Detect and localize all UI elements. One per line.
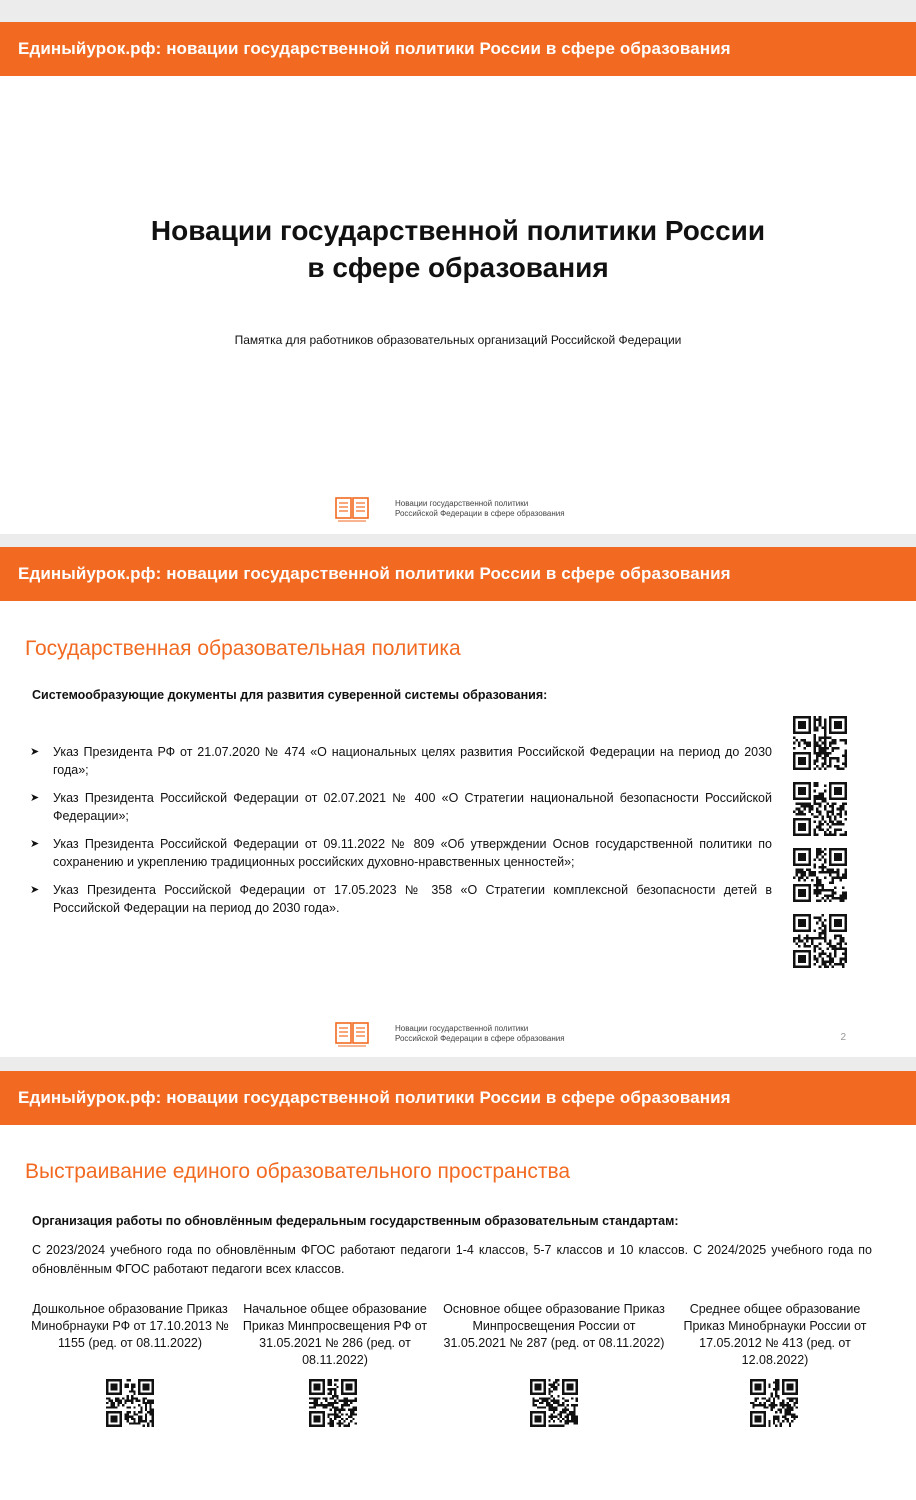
standard-text: Среднее общее образование Приказ Минобрнауки России от 17.05.2012 № 413 (ред. от 12.08.2022) (683, 1302, 867, 1367)
qr-code-icon[interactable] (793, 848, 847, 902)
arrow-bullet-icon: ➤ (30, 838, 40, 850)
section-title: Выстраивание единого образовательного пространства (25, 1160, 571, 1183)
subtitle: Памятка для работников образовательных организаций Российской Федерации (234, 333, 682, 347)
fgos-paragraph: С 2023/2024 учебного года по обновлённым ФГОС работают педагоги 1-4 классов, 5-7 классов и 10 классов. С 2024/2025 учебного года по обновлённым ФГОС работают педагоги всех классов. (32, 1243, 872, 1276)
logo-caption (395, 499, 565, 519)
list-item (30, 881, 772, 917)
standard-item-preschool (30, 1301, 230, 1352)
qr-code-icon[interactable] (793, 914, 847, 968)
standard-text: Основное общее образование Приказ Минпросвещения России от 31.05.2021 № 287 (ред. от 08.11.2022) (443, 1302, 665, 1350)
arrow-bullet-icon: ➤ (30, 746, 40, 758)
decree-text: Указ Президента Российской Федерации от 17.05.2023 № 358 «О Стратегии комплексной безопасности детей в Российской Федерации на период до 2030 года». (53, 883, 772, 915)
footer-logo (335, 1021, 575, 1049)
logo-line-2: Российской Федерации в сфере образования (395, 1034, 565, 1043)
decree-text: Указ Президента РФ от 21.07.2020 № 474 «О национальных целях развития Российской Федерации на период до 2030 года»; (53, 745, 772, 777)
section-title: Государственная образовательная политика (25, 637, 461, 660)
qr-code-icon[interactable] (750, 1379, 798, 1427)
qr-code-icon[interactable] (530, 1379, 578, 1427)
qr-code-icon[interactable] (793, 716, 847, 770)
list-item (30, 789, 772, 825)
qr-code-icon[interactable] (309, 1379, 357, 1427)
list-item (30, 743, 772, 779)
open-book-icon (335, 1021, 369, 1049)
title-line-2: в сфере образования (307, 252, 609, 283)
standard-item-secondary (675, 1301, 875, 1369)
list-item (30, 835, 772, 871)
footer-logo (335, 496, 575, 524)
header-banner: Единыйурок.рф: новации государственной политики России в сфере образования (0, 547, 916, 601)
logo-line-2: Российской Федерации в сфере образования (395, 509, 565, 518)
logo-caption (395, 1024, 565, 1044)
standard-item-basic (443, 1301, 665, 1352)
open-book-icon (335, 496, 369, 524)
standard-text: Начальное общее образование Приказ Минпросвещения РФ от 31.05.2021 № 286 (ред. от 08.11.2022) (242, 1302, 428, 1367)
logo-line-1: Новации государственной политики (395, 1024, 529, 1033)
standard-item-primary (235, 1301, 435, 1369)
page-title (0, 212, 916, 286)
qr-code-icon[interactable] (793, 782, 847, 836)
slide-title (0, 22, 916, 534)
header-banner: Единыйурок.рф: новации государственной политики России в сфере образования (0, 1071, 916, 1125)
arrow-bullet-icon: ➤ (30, 884, 40, 896)
title-line-1: Новации государственной политики России (150, 215, 766, 246)
decree-list (30, 743, 772, 927)
slide-standards (0, 1071, 916, 1500)
standard-text: Дошкольное образование Приказ Минобрнауки РФ от 17.10.2013 № 1155 (ред. от 08.11.2022) (31, 1302, 229, 1350)
arrow-bullet-icon: ➤ (30, 792, 40, 804)
decree-text: Указ Президента Российской Федерации от 02.07.2021 № 400 «О Стратегии национальной безопасности Российской Федерации»; (53, 791, 772, 823)
header-banner: Единыйурок.рф: новации государственной политики России в сфере образования (0, 22, 916, 76)
qr-column (793, 716, 847, 980)
qr-code-icon[interactable] (106, 1379, 154, 1427)
slide-policy (0, 547, 916, 1057)
page-number: 2 (840, 1032, 846, 1043)
section-lead: Системообразующие документы для развития суверенной системы образования: (32, 688, 548, 702)
logo-line-1: Новации государственной политики (395, 499, 529, 508)
decree-text: Указ Президента Российской Федерации от 09.11.2022 № 809 «Об утверждении Основ государственной политики по сохранению и укреплению традиционных российских духовно-нравственных ценностей»; (53, 837, 772, 869)
section-lead: Организация работы по обновлённым федеральным государственным образовательным стандартам: (32, 1214, 679, 1228)
